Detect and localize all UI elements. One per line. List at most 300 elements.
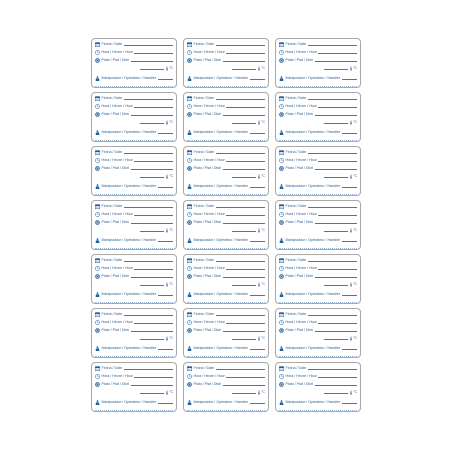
handler-row	[279, 129, 357, 135]
person-icon	[279, 346, 284, 351]
date-row	[187, 95, 265, 101]
temperature-write-line[interactable]	[232, 336, 256, 340]
calendar-icon	[279, 366, 284, 371]
time-row	[187, 103, 265, 109]
time-label: Hora / Heure / Hour	[101, 50, 133, 54]
handler-label: Manipulador / Opérateur / Handler	[193, 400, 249, 404]
temperature-write-line[interactable]	[140, 228, 164, 232]
plate-icon	[187, 166, 192, 171]
cut-guide	[279, 302, 357, 303]
cut-guide	[95, 410, 173, 411]
plate-icon	[187, 112, 192, 117]
temperature-write-line[interactable]	[324, 174, 348, 178]
date-label: Fecha / Date	[101, 258, 123, 262]
person-icon	[279, 76, 284, 81]
plate-icon	[279, 166, 284, 171]
food-label	[91, 200, 177, 250]
time-row	[279, 211, 357, 217]
food-label	[91, 254, 177, 304]
date-write-line[interactable]	[308, 312, 357, 316]
temperature-row	[324, 281, 357, 287]
temperature-row	[140, 65, 173, 71]
handler-label: Manipulador / Opérateur / Handler	[193, 130, 249, 134]
temperature-write-line[interactable]	[140, 120, 164, 124]
cut-guide	[95, 140, 173, 141]
time-write-line[interactable]	[318, 104, 357, 108]
time-label: Hora / Heure / Hour	[285, 374, 317, 378]
dish-row	[95, 219, 173, 225]
dish-label: Plato / Plat / Dish	[101, 328, 130, 332]
food-label	[183, 200, 269, 250]
temperature-unit: °C	[353, 174, 357, 178]
handler-row	[187, 129, 265, 135]
temperature-row	[232, 389, 265, 395]
dish-write-line[interactable]	[315, 112, 357, 116]
temperature-row	[232, 119, 265, 125]
handler-write-line[interactable]	[250, 238, 265, 242]
clock-icon	[279, 50, 284, 55]
time-row	[95, 103, 173, 109]
handler-write-line[interactable]	[250, 400, 265, 404]
food-label	[183, 92, 269, 142]
temperature-row	[324, 65, 357, 71]
calendar-icon	[95, 42, 100, 47]
dish-row	[187, 57, 265, 63]
dish-write-line[interactable]	[223, 166, 265, 170]
dish-label: Plato / Plat / Dish	[193, 274, 222, 278]
temperature-unit: °C	[169, 120, 173, 124]
handler-write-line[interactable]	[342, 346, 357, 350]
date-write-line[interactable]	[308, 366, 357, 370]
time-label: Hora / Heure / Hour	[101, 104, 133, 108]
handler-write-line[interactable]	[342, 292, 357, 296]
dish-row	[279, 273, 357, 279]
time-write-line[interactable]	[226, 104, 265, 108]
date-write-line[interactable]	[216, 204, 265, 208]
clock-icon	[95, 158, 100, 163]
time-row	[95, 157, 173, 163]
person-icon	[187, 76, 192, 81]
handler-write-line[interactable]	[342, 400, 357, 404]
temperature-write-line[interactable]	[324, 66, 348, 70]
temperature-unit: °C	[169, 66, 173, 70]
calendar-icon	[95, 312, 100, 317]
time-write-line[interactable]	[134, 212, 173, 216]
dish-write-line[interactable]	[315, 328, 357, 332]
handler-label: Manipulador / Opérateur / Handler	[101, 400, 157, 404]
time-write-line[interactable]	[226, 320, 265, 324]
plate-icon	[95, 274, 100, 279]
temperature-write-line[interactable]	[324, 282, 348, 286]
date-write-line[interactable]	[124, 258, 173, 262]
food-label	[275, 38, 361, 88]
dish-write-line[interactable]	[223, 328, 265, 332]
temperature-write-line[interactable]	[140, 66, 164, 70]
calendar-icon	[187, 258, 192, 263]
temperature-write-line[interactable]	[140, 336, 164, 340]
dish-row	[279, 111, 357, 117]
date-write-line[interactable]	[308, 96, 357, 100]
handler-label: Manipulador / Opérateur / Handler	[193, 184, 249, 188]
calendar-icon	[187, 366, 192, 371]
temperature-write-line[interactable]	[232, 66, 256, 70]
handler-write-line[interactable]	[250, 130, 265, 134]
date-write-line[interactable]	[124, 366, 173, 370]
temperature-unit: °C	[353, 66, 357, 70]
temperature-row	[140, 227, 173, 233]
handler-row	[187, 237, 265, 243]
dish-write-line[interactable]	[131, 382, 173, 386]
clock-icon	[187, 104, 192, 109]
cut-guide	[95, 356, 173, 357]
date-write-line[interactable]	[124, 150, 173, 154]
clock-icon	[187, 158, 192, 163]
temperature-unit: °C	[353, 228, 357, 232]
dish-label: Plato / Plat / Dish	[285, 58, 314, 62]
handler-label: Manipulador / Opérateur / Handler	[285, 346, 341, 350]
dish-write-line[interactable]	[223, 382, 265, 386]
date-write-line[interactable]	[216, 366, 265, 370]
clock-icon	[95, 212, 100, 217]
clock-icon	[279, 266, 284, 271]
dish-row	[279, 381, 357, 387]
cut-guide	[95, 302, 173, 303]
temperature-write-line[interactable]	[324, 336, 348, 340]
cut-guide	[279, 140, 357, 141]
cut-guide	[279, 356, 357, 357]
dish-write-line[interactable]	[223, 112, 265, 116]
dish-row	[279, 57, 357, 63]
cut-guide	[95, 194, 173, 195]
dish-write-line[interactable]	[131, 58, 173, 62]
time-write-line[interactable]	[226, 50, 265, 54]
time-label: Hora / Heure / Hour	[285, 212, 317, 216]
handler-label: Manipulador / Opérateur / Handler	[101, 76, 157, 80]
date-write-line[interactable]	[216, 258, 265, 262]
dish-label: Plato / Plat / Dish	[285, 220, 314, 224]
handler-row	[187, 75, 265, 81]
date-row	[187, 41, 265, 47]
dish-write-line[interactable]	[131, 274, 173, 278]
clock-icon	[279, 320, 284, 325]
temperature-write-line[interactable]	[324, 228, 348, 232]
dish-write-line[interactable]	[315, 274, 357, 278]
date-row	[187, 257, 265, 263]
time-row	[187, 157, 265, 163]
handler-label: Manipulador / Opérateur / Handler	[285, 184, 341, 188]
dish-row	[187, 327, 265, 333]
date-row	[279, 41, 357, 47]
date-write-line[interactable]	[308, 258, 357, 262]
dish-label: Plato / Plat / Dish	[101, 220, 130, 224]
temperature-write-line[interactable]	[232, 120, 256, 124]
time-write-line[interactable]	[318, 50, 357, 54]
calendar-icon	[187, 150, 192, 155]
food-label	[275, 146, 361, 196]
plate-icon	[95, 58, 100, 63]
dish-write-line[interactable]	[223, 274, 265, 278]
time-label: Hora / Heure / Hour	[101, 158, 133, 162]
dish-write-line[interactable]	[315, 220, 357, 224]
dish-label: Plato / Plat / Dish	[101, 382, 130, 386]
time-write-line[interactable]	[226, 212, 265, 216]
handler-write-line[interactable]	[158, 346, 173, 350]
clock-icon	[95, 266, 100, 271]
clock-icon	[187, 212, 192, 217]
calendar-icon	[95, 366, 100, 371]
temperature-write-line[interactable]	[232, 282, 256, 286]
handler-label: Manipulador / Opérateur / Handler	[101, 184, 157, 188]
time-row	[187, 211, 265, 217]
food-label	[91, 146, 177, 196]
dish-label: Plato / Plat / Dish	[193, 382, 222, 386]
dish-write-line[interactable]	[131, 166, 173, 170]
cut-guide	[187, 194, 265, 195]
time-write-line[interactable]	[226, 266, 265, 270]
handler-write-line[interactable]	[158, 238, 173, 242]
handler-row	[187, 345, 265, 351]
person-icon	[95, 292, 100, 297]
time-write-line[interactable]	[134, 266, 173, 270]
dish-write-line[interactable]	[131, 328, 173, 332]
temperature-write-line[interactable]	[140, 174, 164, 178]
time-write-line[interactable]	[134, 158, 173, 162]
person-icon	[95, 238, 100, 243]
calendar-icon	[279, 96, 284, 101]
food-label	[91, 92, 177, 142]
date-row	[187, 203, 265, 209]
time-write-line[interactable]	[318, 212, 357, 216]
date-label: Fecha / Date	[193, 204, 215, 208]
handler-write-line[interactable]	[158, 130, 173, 134]
temperature-row	[324, 389, 357, 395]
plate-icon	[95, 112, 100, 117]
time-label: Hora / Heure / Hour	[193, 374, 225, 378]
temperature-row	[232, 173, 265, 179]
cut-guide	[187, 356, 265, 357]
cut-guide	[279, 410, 357, 411]
temperature-unit: °C	[261, 282, 265, 286]
handler-write-line[interactable]	[342, 130, 357, 134]
time-row	[95, 49, 173, 55]
time-write-line[interactable]	[226, 374, 265, 378]
plate-icon	[279, 274, 284, 279]
temperature-write-line[interactable]	[232, 390, 256, 394]
time-label: Hora / Heure / Hour	[193, 104, 225, 108]
dish-label: Plato / Plat / Dish	[193, 328, 222, 332]
handler-row	[279, 183, 357, 189]
dish-label: Plato / Plat / Dish	[101, 166, 130, 170]
temperature-row	[140, 173, 173, 179]
temperature-row	[140, 281, 173, 287]
person-icon	[95, 400, 100, 405]
plate-icon	[95, 220, 100, 225]
handler-write-line[interactable]	[250, 76, 265, 80]
handler-label: Manipulador / Opérateur / Handler	[193, 292, 249, 296]
calendar-icon	[95, 258, 100, 263]
date-write-line[interactable]	[308, 150, 357, 154]
temperature-write-line[interactable]	[232, 174, 256, 178]
temperature-unit: °C	[353, 120, 357, 124]
temperature-write-line[interactable]	[140, 282, 164, 286]
temperature-unit: °C	[353, 336, 357, 340]
clock-icon	[279, 212, 284, 217]
cut-guide	[95, 86, 173, 87]
time-row	[279, 373, 357, 379]
clock-icon	[95, 50, 100, 55]
dish-write-line[interactable]	[131, 112, 173, 116]
date-row	[187, 365, 265, 371]
handler-write-line[interactable]	[250, 184, 265, 188]
date-row	[279, 311, 357, 317]
time-write-line[interactable]	[134, 104, 173, 108]
food-label	[275, 92, 361, 142]
dish-label: Plato / Plat / Dish	[285, 112, 314, 116]
time-write-line[interactable]	[226, 158, 265, 162]
date-write-line[interactable]	[124, 312, 173, 316]
temperature-unit: °C	[169, 228, 173, 232]
time-write-line[interactable]	[318, 320, 357, 324]
date-write-line[interactable]	[124, 204, 173, 208]
date-row	[95, 41, 173, 47]
clock-icon	[95, 320, 100, 325]
time-label: Hora / Heure / Hour	[101, 374, 133, 378]
time-label: Hora / Heure / Hour	[101, 320, 133, 324]
handler-row	[95, 129, 173, 135]
date-row	[95, 257, 173, 263]
dish-write-line[interactable]	[131, 220, 173, 224]
temperature-write-line[interactable]	[324, 120, 348, 124]
handler-label: Manipulador / Opérateur / Handler	[285, 400, 341, 404]
time-write-line[interactable]	[134, 374, 173, 378]
handler-label: Manipulador / Opérateur / Handler	[193, 238, 249, 242]
date-label: Fecha / Date	[101, 204, 123, 208]
handler-row	[95, 237, 173, 243]
handler-row	[279, 75, 357, 81]
date-label: Fecha / Date	[193, 42, 215, 46]
cut-guide	[187, 302, 265, 303]
label-sheet	[91, 38, 361, 416]
temperature-unit: °C	[169, 390, 173, 394]
person-icon	[279, 292, 284, 297]
time-label: Hora / Heure / Hour	[285, 320, 317, 324]
handler-write-line[interactable]	[158, 76, 173, 80]
plate-icon	[187, 274, 192, 279]
temperature-unit: °C	[169, 336, 173, 340]
handler-write-line[interactable]	[158, 292, 173, 296]
cut-guide	[279, 248, 357, 249]
handler-write-line[interactable]	[250, 346, 265, 350]
date-write-line[interactable]	[216, 96, 265, 100]
time-row	[187, 373, 265, 379]
dish-label: Plato / Plat / Dish	[285, 328, 314, 332]
handler-label: Manipulador / Opérateur / Handler	[101, 130, 157, 134]
date-write-line[interactable]	[216, 42, 265, 46]
date-row	[95, 149, 173, 155]
dish-label: Plato / Plat / Dish	[193, 220, 222, 224]
handler-write-line[interactable]	[158, 400, 173, 404]
calendar-icon	[279, 42, 284, 47]
time-write-line[interactable]	[318, 158, 357, 162]
time-label: Hora / Heure / Hour	[101, 266, 133, 270]
calendar-icon	[279, 258, 284, 263]
time-write-line[interactable]	[318, 374, 357, 378]
person-icon	[95, 130, 100, 135]
date-label: Fecha / Date	[285, 42, 307, 46]
date-write-line[interactable]	[308, 42, 357, 46]
date-row	[187, 311, 265, 317]
person-icon	[187, 184, 192, 189]
time-label: Hora / Heure / Hour	[193, 158, 225, 162]
handler-write-line[interactable]	[342, 238, 357, 242]
cut-guide	[187, 140, 265, 141]
temperature-row	[232, 65, 265, 71]
temperature-unit: °C	[169, 174, 173, 178]
date-label: Fecha / Date	[193, 366, 215, 370]
dish-write-line[interactable]	[223, 58, 265, 62]
handler-write-line[interactable]	[342, 76, 357, 80]
date-write-line[interactable]	[308, 204, 357, 208]
time-row	[279, 319, 357, 325]
date-write-line[interactable]	[216, 312, 265, 316]
handler-row	[95, 399, 173, 405]
handler-write-line[interactable]	[342, 184, 357, 188]
temperature-write-line[interactable]	[232, 228, 256, 232]
handler-write-line[interactable]	[250, 292, 265, 296]
date-label: Fecha / Date	[193, 258, 215, 262]
date-label: Fecha / Date	[193, 312, 215, 316]
time-row	[95, 211, 173, 217]
person-icon	[279, 184, 284, 189]
date-label: Fecha / Date	[101, 150, 123, 154]
temperature-row	[140, 389, 173, 395]
calendar-icon	[187, 312, 192, 317]
date-write-line[interactable]	[124, 96, 173, 100]
handler-row	[187, 291, 265, 297]
cut-guide	[187, 248, 265, 249]
date-write-line[interactable]	[124, 42, 173, 46]
time-label: Hora / Heure / Hour	[285, 158, 317, 162]
cut-guide	[279, 86, 357, 87]
person-icon	[187, 130, 192, 135]
time-row	[279, 265, 357, 271]
time-write-line[interactable]	[134, 50, 173, 54]
temperature-unit: °C	[261, 336, 265, 340]
time-write-line[interactable]	[318, 266, 357, 270]
dish-write-line[interactable]	[315, 382, 357, 386]
dish-write-line[interactable]	[223, 220, 265, 224]
handler-row	[95, 345, 173, 351]
dish-label: Plato / Plat / Dish	[193, 112, 222, 116]
handler-row	[95, 75, 173, 81]
person-icon	[187, 238, 192, 243]
plate-icon	[187, 382, 192, 387]
date-row	[95, 203, 173, 209]
dish-write-line[interactable]	[315, 58, 357, 62]
temperature-write-line[interactable]	[140, 390, 164, 394]
plate-icon	[187, 58, 192, 63]
date-label: Fecha / Date	[285, 204, 307, 208]
calendar-icon	[95, 150, 100, 155]
date-write-line[interactable]	[216, 150, 265, 154]
handler-write-line[interactable]	[158, 184, 173, 188]
handler-label: Manipulador / Opérateur / Handler	[285, 76, 341, 80]
temperature-write-line[interactable]	[324, 390, 348, 394]
dish-write-line[interactable]	[315, 166, 357, 170]
person-icon	[279, 238, 284, 243]
food-label	[183, 146, 269, 196]
time-write-line[interactable]	[134, 320, 173, 324]
